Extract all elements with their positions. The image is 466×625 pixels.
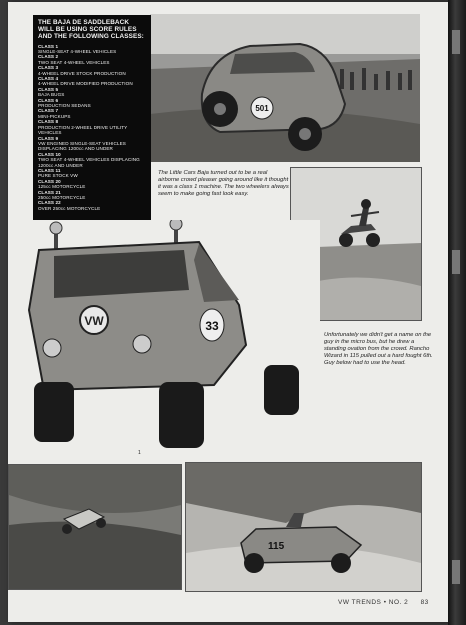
book-binding <box>448 0 466 625</box>
binding-tab <box>452 560 460 584</box>
class-description: 250cc MOTORCYCLE <box>38 194 86 200</box>
class-description: PRODUCTION 2-WHEEL DRIVE UTILITY VEHICLES <box>38 124 128 136</box>
class-description: VW ENGINED SINGLE-SEAT VEHICLES DISPLACING 1200cc AND UNDER <box>38 140 126 152</box>
class-list-title: THE BAJA DE SADDLEBACK WILL BE USING SCORE RULES AND THE FOLLOWING CLASSES: <box>38 19 144 41</box>
class-list-box <box>33 15 151 233</box>
class-name: CLASS 8 <box>38 119 59 125</box>
magazine-page <box>8 2 448 622</box>
class-name: CLASS 7 <box>38 108 59 114</box>
class-description: TWO SEAT 4-WHEEL VEHICLES DISPLACING 1200cc AND UNDER <box>38 157 140 168</box>
magazine-name: VW TRENDS • NO. 2 <box>338 599 409 606</box>
photo-rollover <box>8 464 182 590</box>
bus-number: 33 <box>205 319 219 333</box>
page-number: 83 <box>420 599 429 606</box>
class-description: SINGLE-SEAT 4-WHEEL VEHICLES <box>38 49 117 55</box>
class-description: BAJA BUGS <box>38 92 65 98</box>
binding-tab <box>452 250 460 274</box>
class-description: TWO SEAT 4-WHEEL VEHICLES <box>38 59 110 65</box>
photo-mark: 1 <box>138 450 141 456</box>
class-name: CLASS 22 <box>38 200 61 206</box>
class-name: CLASS 20 <box>38 178 61 184</box>
class-description: PRODUCTION SEDANS <box>38 103 91 109</box>
bug-number: 501 <box>255 104 269 113</box>
class-list <box>38 44 146 212</box>
class-description: 4-WHEEL DRIVE STOCK PRODUCTION <box>38 70 126 76</box>
class-description: PURE STOCK VW <box>38 173 78 179</box>
page-footer <box>338 599 429 606</box>
buggy-number: 115 <box>268 541 285 552</box>
class-description: 4-WHEEL DRIVE MODIFIED PRODUCTION <box>38 81 133 87</box>
caption-baja-car: The Little Cars Baja turned out to be a real airborne crowd pleaser going around like it thought it was a class 1 machine. The two wheelers always seem to make going fast look easy. <box>158 170 289 197</box>
class-name: CLASS 3 <box>38 65 59 71</box>
class-description: OVER 250cc MOTORCYCLE <box>38 205 101 211</box>
class-name: CLASS 11 <box>38 167 61 173</box>
photo-micro-bus <box>14 220 320 458</box>
class-description: 125cc MOTORCYCLE <box>38 184 86 190</box>
class-name: CLASS 5 <box>38 86 59 92</box>
class-name: CLASS 1 <box>38 43 59 49</box>
class-name: CLASS 10 <box>38 151 61 157</box>
class-description: MINI-PICKUPS <box>38 113 71 119</box>
class-name: CLASS 4 <box>38 76 59 82</box>
class-name: CLASS 21 <box>38 189 61 195</box>
class-name: CLASS 9 <box>38 135 59 141</box>
caption-micro-bus: Unfortunately we didn't get a name on the guy in the micro bus, but he drew a standing ovation from the crowd. Rancho Wizard in 115 pulled out a hard fought 6th. Guy below had to use the head. <box>324 332 433 366</box>
class-name: CLASS 6 <box>38 97 59 103</box>
photo-dune-buggy <box>185 462 422 592</box>
photo-baja-bug <box>150 14 420 162</box>
svg-text:VW: VW <box>84 314 104 328</box>
binding-tab <box>452 30 460 54</box>
class-name: CLASS 2 <box>38 54 59 60</box>
